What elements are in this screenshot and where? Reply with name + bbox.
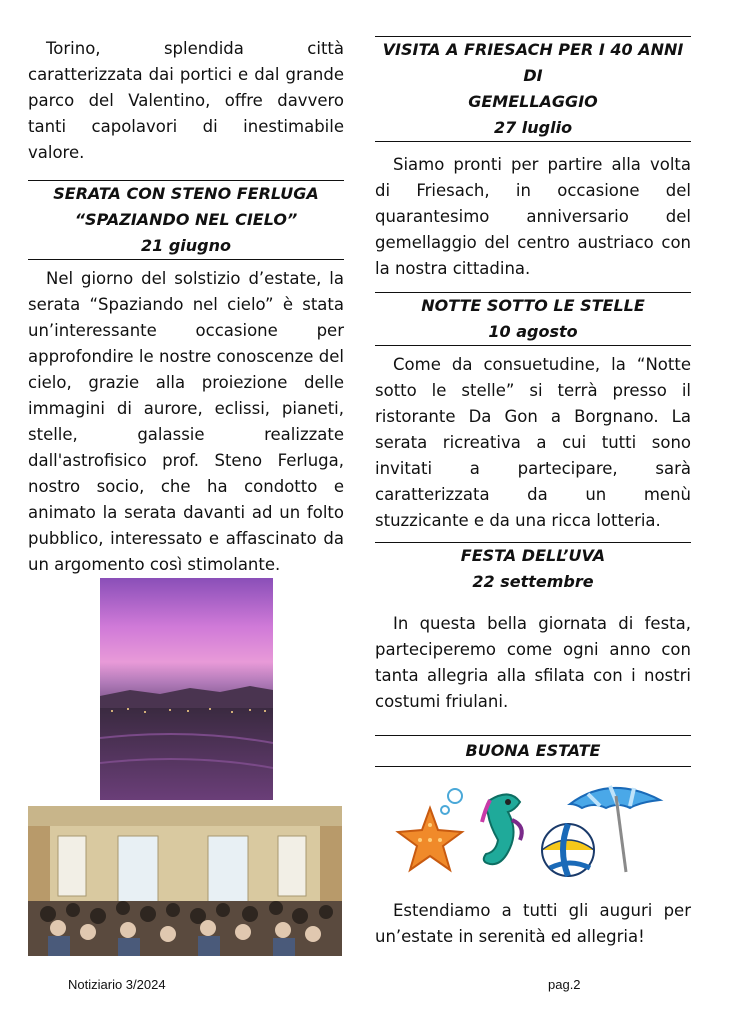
- volleyball-icon: [542, 824, 594, 876]
- section-heading-serata: [28, 180, 344, 260]
- section-body-notte: Come da consuetudine, la “Notte sotto le stelle” si terrà presso il ristorante Da Gon a Borgnano. La serata ricreativa a cui tutti sono invitati a partecipare, sarà caratterizzata da un menù stuzzicante e da una ricca lotteria.: [375, 355, 691, 530]
- section-heading-notte: [375, 292, 691, 346]
- section-date: 10 agosto: [488, 322, 578, 341]
- footer-issue: Notiziario 3/2024: [68, 977, 166, 992]
- buona-estate-block: [375, 735, 691, 767]
- seahorse-icon: [482, 794, 522, 864]
- section-subtitle: “SPAZIANDO NEL CIELO”: [74, 210, 298, 229]
- bubbles-icon: [441, 789, 462, 814]
- section-date: 27 luglio: [493, 118, 573, 137]
- audience-image: [28, 806, 342, 956]
- aurora-image: [100, 578, 273, 800]
- summer-icons: [390, 780, 690, 880]
- intro-paragraph: Torino, splendida città caratterizzata dai portici e dal grande parco del Valentino, offre davvero tanti capolavori di inestimabile valore.: [28, 39, 344, 162]
- section-title: FESTA DELL’UVA: [460, 546, 606, 565]
- section-body-serata: Nel giorno del solstizio d’estate, la serata “Spaziando nel cielo” è stata un’interessante occasione per approfondire le nostre conoscenze del cielo, grazie alla proiezione delle immagini di aurore, eclissi, pianeti, stelle, galassie realizzate dall'astrofisico prof. Steno Ferluga, nostro socio, che ha condotto e animato la serata davanti ad un folto pubblico, interessato e affascinato da un argomento così stimolante.: [28, 269, 344, 574]
- aurora-photo: [100, 578, 273, 800]
- section-heading-friesach: [375, 36, 691, 142]
- section-title-cont: GEMELLAGGIO: [468, 92, 598, 111]
- section-title: NOTTE SOTTO LE STELLE: [421, 296, 645, 315]
- section-body-buona-estate: Estendiamo a tutti gli auguri per un’estate in serenità ed allegria!: [375, 901, 691, 946]
- section-body-festa: In questa bella giornata di festa, parteciperemo come ogni anno con tanta allegria alla sfilata con i nostri costumi friulani.: [375, 614, 691, 711]
- section-date: 22 settembre: [472, 572, 594, 591]
- section-title: VISITA A FRIESACH PER I 40 ANNI DI: [382, 40, 684, 85]
- section-title: SERATA CON STENO FERLUGA: [53, 184, 319, 203]
- section-title: BUONA ESTATE: [465, 741, 601, 760]
- right-column: [375, 36, 691, 715]
- audience-photo: [28, 806, 342, 956]
- section-date: 21 giugno: [141, 236, 231, 255]
- footer-page-number: pag.2: [548, 977, 581, 992]
- left-column: [28, 36, 344, 578]
- starfish-icon: [398, 808, 462, 870]
- summer-illustrations: [390, 780, 690, 880]
- section-body-friesach: Siamo pronti per partire alla volta di Friesach, in occasione del quarantesimo anniversario del gemellaggio del centro austriaco con la nostra cittadina.: [375, 155, 691, 278]
- section-heading-buona-estate: [375, 735, 691, 767]
- section-heading-festa: [375, 542, 691, 595]
